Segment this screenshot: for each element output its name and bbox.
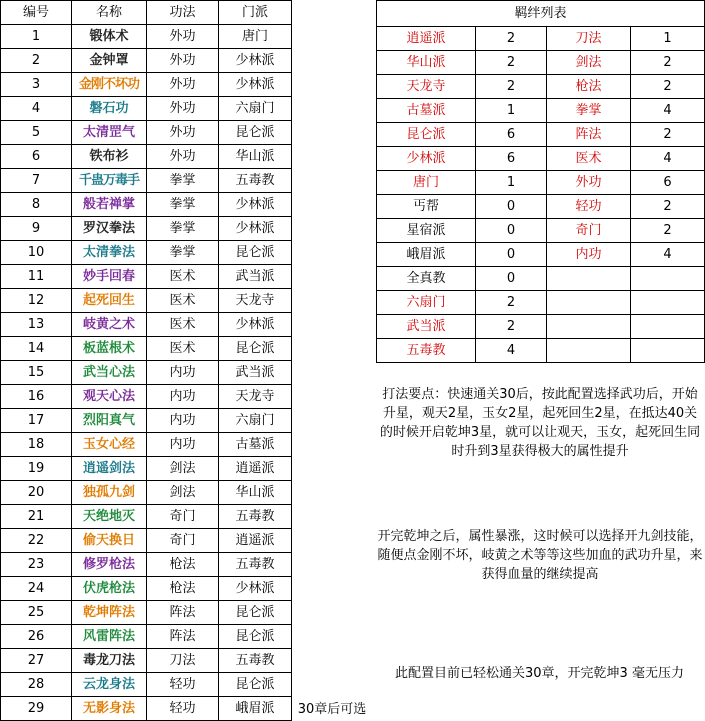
skill-number: 1	[1, 25, 72, 49]
skill-sect: 武当派	[219, 265, 292, 289]
skill-number: 6	[1, 145, 72, 169]
bond-row	[377, 27, 705, 51]
skill-sect: 少林派	[219, 313, 292, 337]
type-count	[631, 267, 705, 291]
skill-type: 内功	[147, 433, 219, 457]
skill-name: 铁布衫	[72, 145, 147, 169]
table-row	[1, 49, 292, 73]
skill-type: 轻功	[147, 697, 219, 721]
skill-type: 阵法	[147, 625, 219, 649]
skill-type: 外功	[147, 73, 219, 97]
skill-number: 9	[1, 217, 72, 241]
skill-sect: 昆仑派	[219, 121, 292, 145]
type-name: 枪法	[547, 75, 631, 99]
skill-sect: 武当派	[219, 361, 292, 385]
bond-row	[377, 315, 705, 339]
skill-number: 3	[1, 73, 72, 97]
skill-sect: 昆仑派	[219, 241, 292, 265]
type-name: 奇门	[547, 219, 631, 243]
skill-number: 22	[1, 529, 72, 553]
skill-sect: 五毒教	[219, 553, 292, 577]
type-name	[547, 291, 631, 315]
skill-sect: 华山派	[219, 145, 292, 169]
skill-name: 板蓝根术	[72, 337, 147, 361]
table-row	[1, 385, 292, 409]
table-row	[1, 553, 292, 577]
table-row	[1, 121, 292, 145]
skill-number: 15	[1, 361, 72, 385]
skill-number: 4	[1, 97, 72, 121]
bond-table-title: 羁绊列表	[377, 1, 705, 27]
skill-number: 13	[1, 313, 72, 337]
skill-sect: 昆仑派	[219, 625, 292, 649]
sect-count: 2	[476, 75, 547, 99]
skill-type: 外功	[147, 49, 219, 73]
skill-type: 拳掌	[147, 241, 219, 265]
type-name: 医术	[547, 147, 631, 171]
skill-sect: 六扇门	[219, 409, 292, 433]
sect-name: 唐门	[377, 171, 476, 195]
table-row	[1, 481, 292, 505]
sect-count: 2	[476, 27, 547, 51]
bond-row	[377, 51, 705, 75]
type-name: 外功	[547, 171, 631, 195]
sect-count: 2	[476, 315, 547, 339]
type-count	[631, 291, 705, 315]
skill-number: 10	[1, 241, 72, 265]
skill-sect: 少林派	[219, 49, 292, 73]
skill-number: 25	[1, 601, 72, 625]
skill-type: 拳掌	[147, 193, 219, 217]
skill-name: 天绝地灭	[72, 505, 147, 529]
table-row	[1, 313, 292, 337]
sect-name: 华山派	[377, 51, 476, 75]
sect-name: 古墓派	[377, 99, 476, 123]
skill-number: 21	[1, 505, 72, 529]
skill-sect: 逍遥派	[219, 529, 292, 553]
skill-type: 医术	[147, 337, 219, 361]
skill-sect: 峨眉派	[219, 697, 292, 721]
table-row	[1, 241, 292, 265]
skill-number: 8	[1, 193, 72, 217]
skill-number: 20	[1, 481, 72, 505]
skill-name: 毒龙刀法	[72, 649, 147, 673]
type-count: 6	[631, 171, 705, 195]
sect-name: 峨眉派	[377, 243, 476, 267]
skill-name: 金钟罩	[72, 49, 147, 73]
sect-count: 0	[476, 267, 547, 291]
sect-count: 6	[476, 123, 547, 147]
skill-type: 阵法	[147, 601, 219, 625]
skill-type: 外功	[147, 145, 219, 169]
sect-name: 五毒教	[377, 339, 476, 363]
skill-number: 5	[1, 121, 72, 145]
skill-sect: 华山派	[219, 481, 292, 505]
skill-number: 18	[1, 433, 72, 457]
skill-type: 刀法	[147, 649, 219, 673]
type-name	[547, 267, 631, 291]
sect-count: 0	[476, 195, 547, 219]
skill-type: 内功	[147, 361, 219, 385]
bond-table-body	[377, 27, 705, 363]
skill-number: 7	[1, 169, 72, 193]
skill-sect: 少林派	[219, 73, 292, 97]
skill-type: 轻功	[147, 673, 219, 697]
skill-number: 16	[1, 385, 72, 409]
sect-name: 昆仑派	[377, 123, 476, 147]
type-name: 阵法	[547, 123, 631, 147]
skill-sect: 逍遥派	[219, 457, 292, 481]
skill-number: 27	[1, 649, 72, 673]
skill-table-body	[1, 25, 292, 721]
skill-number: 28	[1, 673, 72, 697]
table-row	[1, 145, 292, 169]
skill-sect: 昆仑派	[219, 673, 292, 697]
skill-sect: 少林派	[219, 193, 292, 217]
table-row	[1, 337, 292, 361]
skill-type: 医术	[147, 313, 219, 337]
table-row	[1, 625, 292, 649]
skill-name: 般若禅掌	[72, 193, 147, 217]
type-count: 2	[631, 195, 705, 219]
skill-sect: 少林派	[219, 217, 292, 241]
bond-table-title-row	[377, 1, 705, 27]
skill-type: 枪法	[147, 553, 219, 577]
table-row	[1, 601, 292, 625]
type-name: 刀法	[547, 27, 631, 51]
skill-number: 29	[1, 697, 72, 721]
table-row	[1, 577, 292, 601]
sect-name: 少林派	[377, 147, 476, 171]
header-name: 名称	[72, 1, 147, 25]
type-name: 拳掌	[547, 99, 631, 123]
type-count: 1	[631, 27, 705, 51]
bond-row	[377, 99, 705, 123]
type-name: 内功	[547, 243, 631, 267]
skill-sect: 五毒教	[219, 169, 292, 193]
table-row	[1, 361, 292, 385]
strategy-tip-2: 开完乾坤之后，属性暴涨，这时候可以选择开九剑技能，随便点金刚不坏，岐黄之术等等这些加血的武功升星，来获得血量的继续提高	[377, 529, 703, 582]
strategy-tip-1: 打法要点：快速通关30后，按此配置选择武功后，开始升星，观天2星，玉女2星，起死回生2星，在抵达40关的时候开启乾坤3星，就可以让观天，玉女，起死回生同时升到3星获得极大的属性提升	[379, 387, 701, 459]
skill-name: 伏虎枪法	[72, 577, 147, 601]
sect-name: 全真教	[377, 267, 476, 291]
bond-row	[377, 195, 705, 219]
table-row	[1, 649, 292, 673]
header-sect: 门派	[219, 1, 292, 25]
skill-number: 19	[1, 457, 72, 481]
table-row	[1, 673, 292, 697]
skill-number: 17	[1, 409, 72, 433]
skill-type: 外功	[147, 121, 219, 145]
type-count: 2	[631, 219, 705, 243]
skill-name: 岐黄之术	[72, 313, 147, 337]
skill-name: 乾坤阵法	[72, 601, 147, 625]
skill-sect: 天龙寺	[219, 385, 292, 409]
sect-count: 2	[476, 291, 547, 315]
skill-name: 玉女心经	[72, 433, 147, 457]
skill-number: 11	[1, 265, 72, 289]
skill-name: 无影身法	[72, 697, 147, 721]
skill-name: 逍遥剑法	[72, 457, 147, 481]
bond-table	[376, 0, 705, 363]
skill-type: 外功	[147, 25, 219, 49]
skill-number: 12	[1, 289, 72, 313]
skill-name: 妙手回春	[72, 265, 147, 289]
sect-name: 逍遥派	[377, 27, 476, 51]
bond-row	[377, 291, 705, 315]
skill-name: 金刚不坏功	[72, 73, 147, 97]
skill-sect: 五毒教	[219, 649, 292, 673]
skill-type: 内功	[147, 409, 219, 433]
table-row	[1, 73, 292, 97]
type-count: 4	[631, 147, 705, 171]
sect-name: 星宿派	[377, 219, 476, 243]
strategy-tip-3: 此配置目前已轻松通关30章，开完乾坤3 毫无压力	[395, 666, 684, 681]
skill-name: 太清罡气	[72, 121, 147, 145]
type-count: 2	[631, 51, 705, 75]
skill-type: 内功	[147, 385, 219, 409]
sect-name: 六扇门	[377, 291, 476, 315]
skill-table	[0, 0, 292, 721]
table-row	[1, 265, 292, 289]
skill-name: 千蛊万毒手	[72, 169, 147, 193]
skill-name: 武当心法	[72, 361, 147, 385]
type-count: 4	[631, 243, 705, 267]
skill-type: 剑法	[147, 481, 219, 505]
sect-count: 2	[476, 51, 547, 75]
skill-sect: 五毒教	[219, 505, 292, 529]
skill-type: 枪法	[147, 577, 219, 601]
skill-type: 剑法	[147, 457, 219, 481]
sect-count: 1	[476, 171, 547, 195]
sect-count: 0	[476, 219, 547, 243]
skill-sect: 古墓派	[219, 433, 292, 457]
skill-number: 24	[1, 577, 72, 601]
skill-type: 奇门	[147, 505, 219, 529]
type-count: 2	[631, 123, 705, 147]
sect-count: 1	[476, 99, 547, 123]
skill-number: 14	[1, 337, 72, 361]
skill-sect: 唐门	[219, 25, 292, 49]
skill-name: 独孤九剑	[72, 481, 147, 505]
sect-name: 武当派	[377, 315, 476, 339]
sect-count: 6	[476, 147, 547, 171]
table-row	[1, 217, 292, 241]
type-name	[547, 315, 631, 339]
skill-name: 烈阳真气	[72, 409, 147, 433]
skill-sect: 六扇门	[219, 97, 292, 121]
table-row	[1, 697, 292, 721]
skill-name: 修罗枪法	[72, 553, 147, 577]
skill-name: 风雷阵法	[72, 625, 147, 649]
bond-row	[377, 243, 705, 267]
table-row	[1, 433, 292, 457]
skill-type: 外功	[147, 97, 219, 121]
sect-count: 0	[476, 243, 547, 267]
skill-type: 拳掌	[147, 169, 219, 193]
skill-name: 太清拳法	[72, 241, 147, 265]
skill-name: 罗汉拳法	[72, 217, 147, 241]
bond-row	[377, 339, 705, 363]
bond-row	[377, 171, 705, 195]
bond-row	[377, 219, 705, 243]
skill-name: 云龙身法	[72, 673, 147, 697]
skill-sect: 天龙寺	[219, 289, 292, 313]
table-row	[1, 169, 292, 193]
skill-type: 医术	[147, 289, 219, 313]
type-name	[547, 339, 631, 363]
skill-sect: 昆仑派	[219, 601, 292, 625]
skill-name: 起死回生	[72, 289, 147, 313]
header-number: 编号	[1, 1, 72, 25]
table-row	[1, 505, 292, 529]
skill-type: 医术	[147, 265, 219, 289]
bond-row	[377, 267, 705, 291]
header-type: 功法	[147, 1, 219, 25]
table-row	[1, 457, 292, 481]
skill-type: 拳掌	[147, 217, 219, 241]
bond-row	[377, 123, 705, 147]
bond-row	[377, 75, 705, 99]
sect-count: 4	[476, 339, 547, 363]
table-row	[1, 97, 292, 121]
sect-name: 天龙寺	[377, 75, 476, 99]
skill-type: 奇门	[147, 529, 219, 553]
table-row	[1, 193, 292, 217]
table-row	[1, 529, 292, 553]
skill-number: 23	[1, 553, 72, 577]
type-name: 轻功	[547, 195, 631, 219]
skill-table-header	[1, 1, 292, 25]
sect-name: 丐帮	[377, 195, 476, 219]
type-name: 剑法	[547, 51, 631, 75]
type-count	[631, 315, 705, 339]
unlock-note: 30章后可选	[297, 702, 367, 717]
type-count: 2	[631, 75, 705, 99]
skill-number: 2	[1, 49, 72, 73]
bond-row	[377, 147, 705, 171]
table-row	[1, 25, 292, 49]
table-row	[1, 409, 292, 433]
skill-sect: 少林派	[219, 577, 292, 601]
skill-name: 磐石功	[72, 97, 147, 121]
skill-name: 观天心法	[72, 385, 147, 409]
type-count	[631, 339, 705, 363]
skill-sect: 昆仑派	[219, 337, 292, 361]
skill-name: 锻体术	[72, 25, 147, 49]
type-count: 4	[631, 99, 705, 123]
table-row	[1, 289, 292, 313]
skill-number: 26	[1, 625, 72, 649]
skill-name: 偷天换日	[72, 529, 147, 553]
